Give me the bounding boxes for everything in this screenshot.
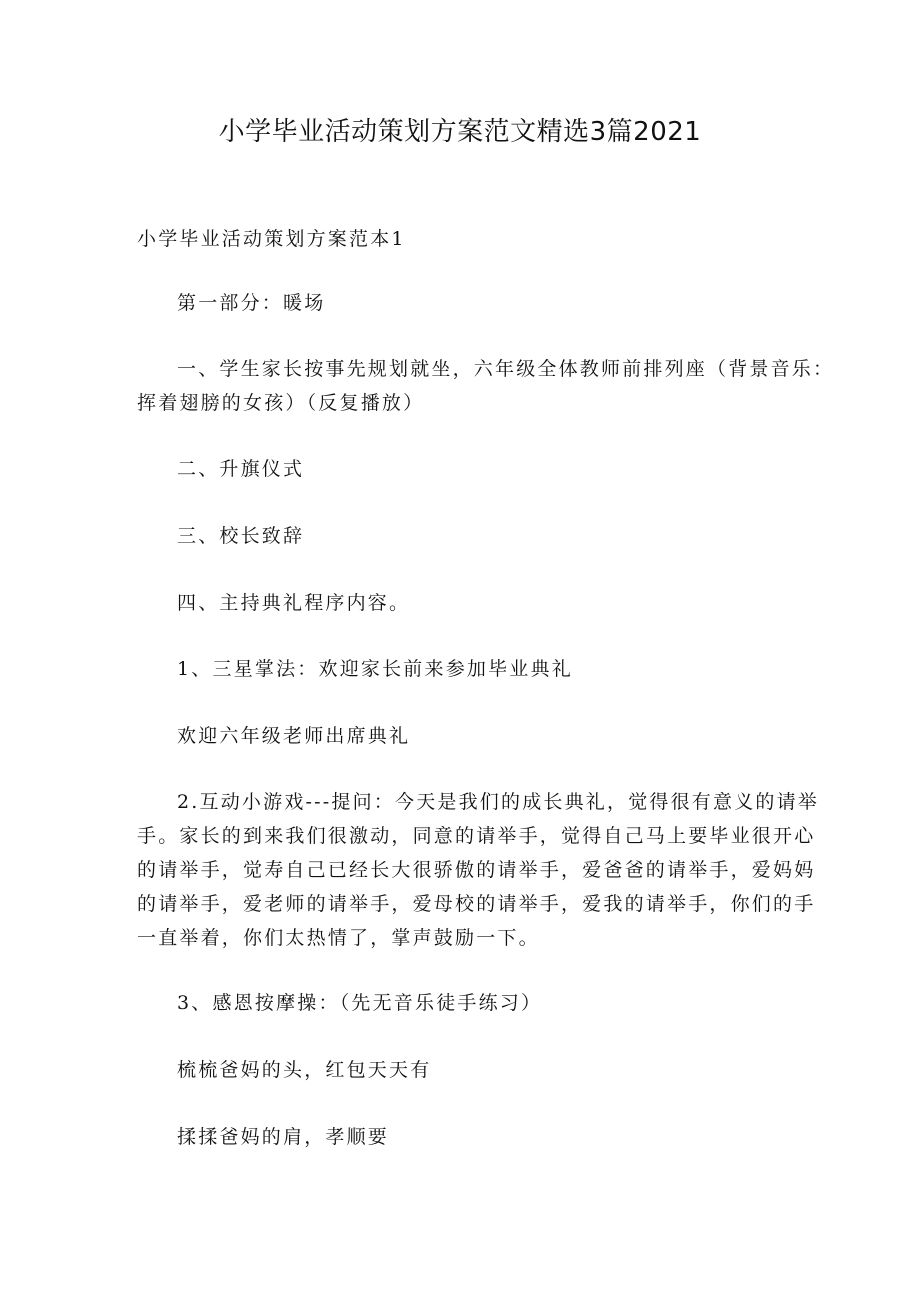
document-title: 小学毕业活动策划方案范文精选3篇2021 bbox=[218, 117, 702, 147]
step-1: 1、三星掌法：欢迎家长前来参加毕业典礼 bbox=[177, 658, 573, 680]
item-2: 二、升旗仪式 bbox=[177, 458, 305, 480]
step-3: 3、感恩按摩操：（先无音乐徒手练习） bbox=[177, 992, 543, 1014]
item-3: 三、校长致辞 bbox=[177, 525, 305, 547]
step-2-paragraph bbox=[137, 785, 819, 955]
step-2-line: 手。家长的到来我们很激动，同意的请举手，觉得自己马上要毕业很开心 bbox=[137, 825, 816, 847]
step-2-line: 2.互动小游戏---提问：今天是我们的成长典礼，觉得很有意义的请举 bbox=[177, 791, 819, 813]
item-1-paragraph bbox=[137, 352, 834, 420]
item-1-line: 挥着翅膀的女孩）（反复播放） bbox=[137, 392, 425, 414]
step-2-line: 的请举手，觉寿自己已经长大很骄傲的请举手，爱爸爸的请举手，爱妈妈 bbox=[137, 859, 816, 881]
step-2-line: 一直举着，你们太热情了，掌声鼓励一下。 bbox=[137, 927, 540, 949]
item-1-line: 一、学生家长按事先规划就坐，六年级全体教师前排列座（背景音乐： bbox=[177, 358, 835, 380]
item-4: 四、主持典礼程序内容。 bbox=[177, 592, 411, 614]
step-2-line: 的请举手，爱老师的请举手，爱母校的请举手，爱我的请举手，你们的手 bbox=[137, 893, 816, 915]
section-heading: 小学毕业活动策划方案范本1 bbox=[137, 228, 406, 250]
step-3-line-1: 梳梳爸妈的头，红包天天有 bbox=[177, 1059, 432, 1081]
step-1-continued: 欢迎六年级老师出席典礼 bbox=[177, 725, 411, 747]
part-one-heading: 第一部分：暖场 bbox=[177, 292, 326, 314]
step-3-line-2: 揉揉爸妈的肩，孝顺要 bbox=[177, 1126, 390, 1148]
